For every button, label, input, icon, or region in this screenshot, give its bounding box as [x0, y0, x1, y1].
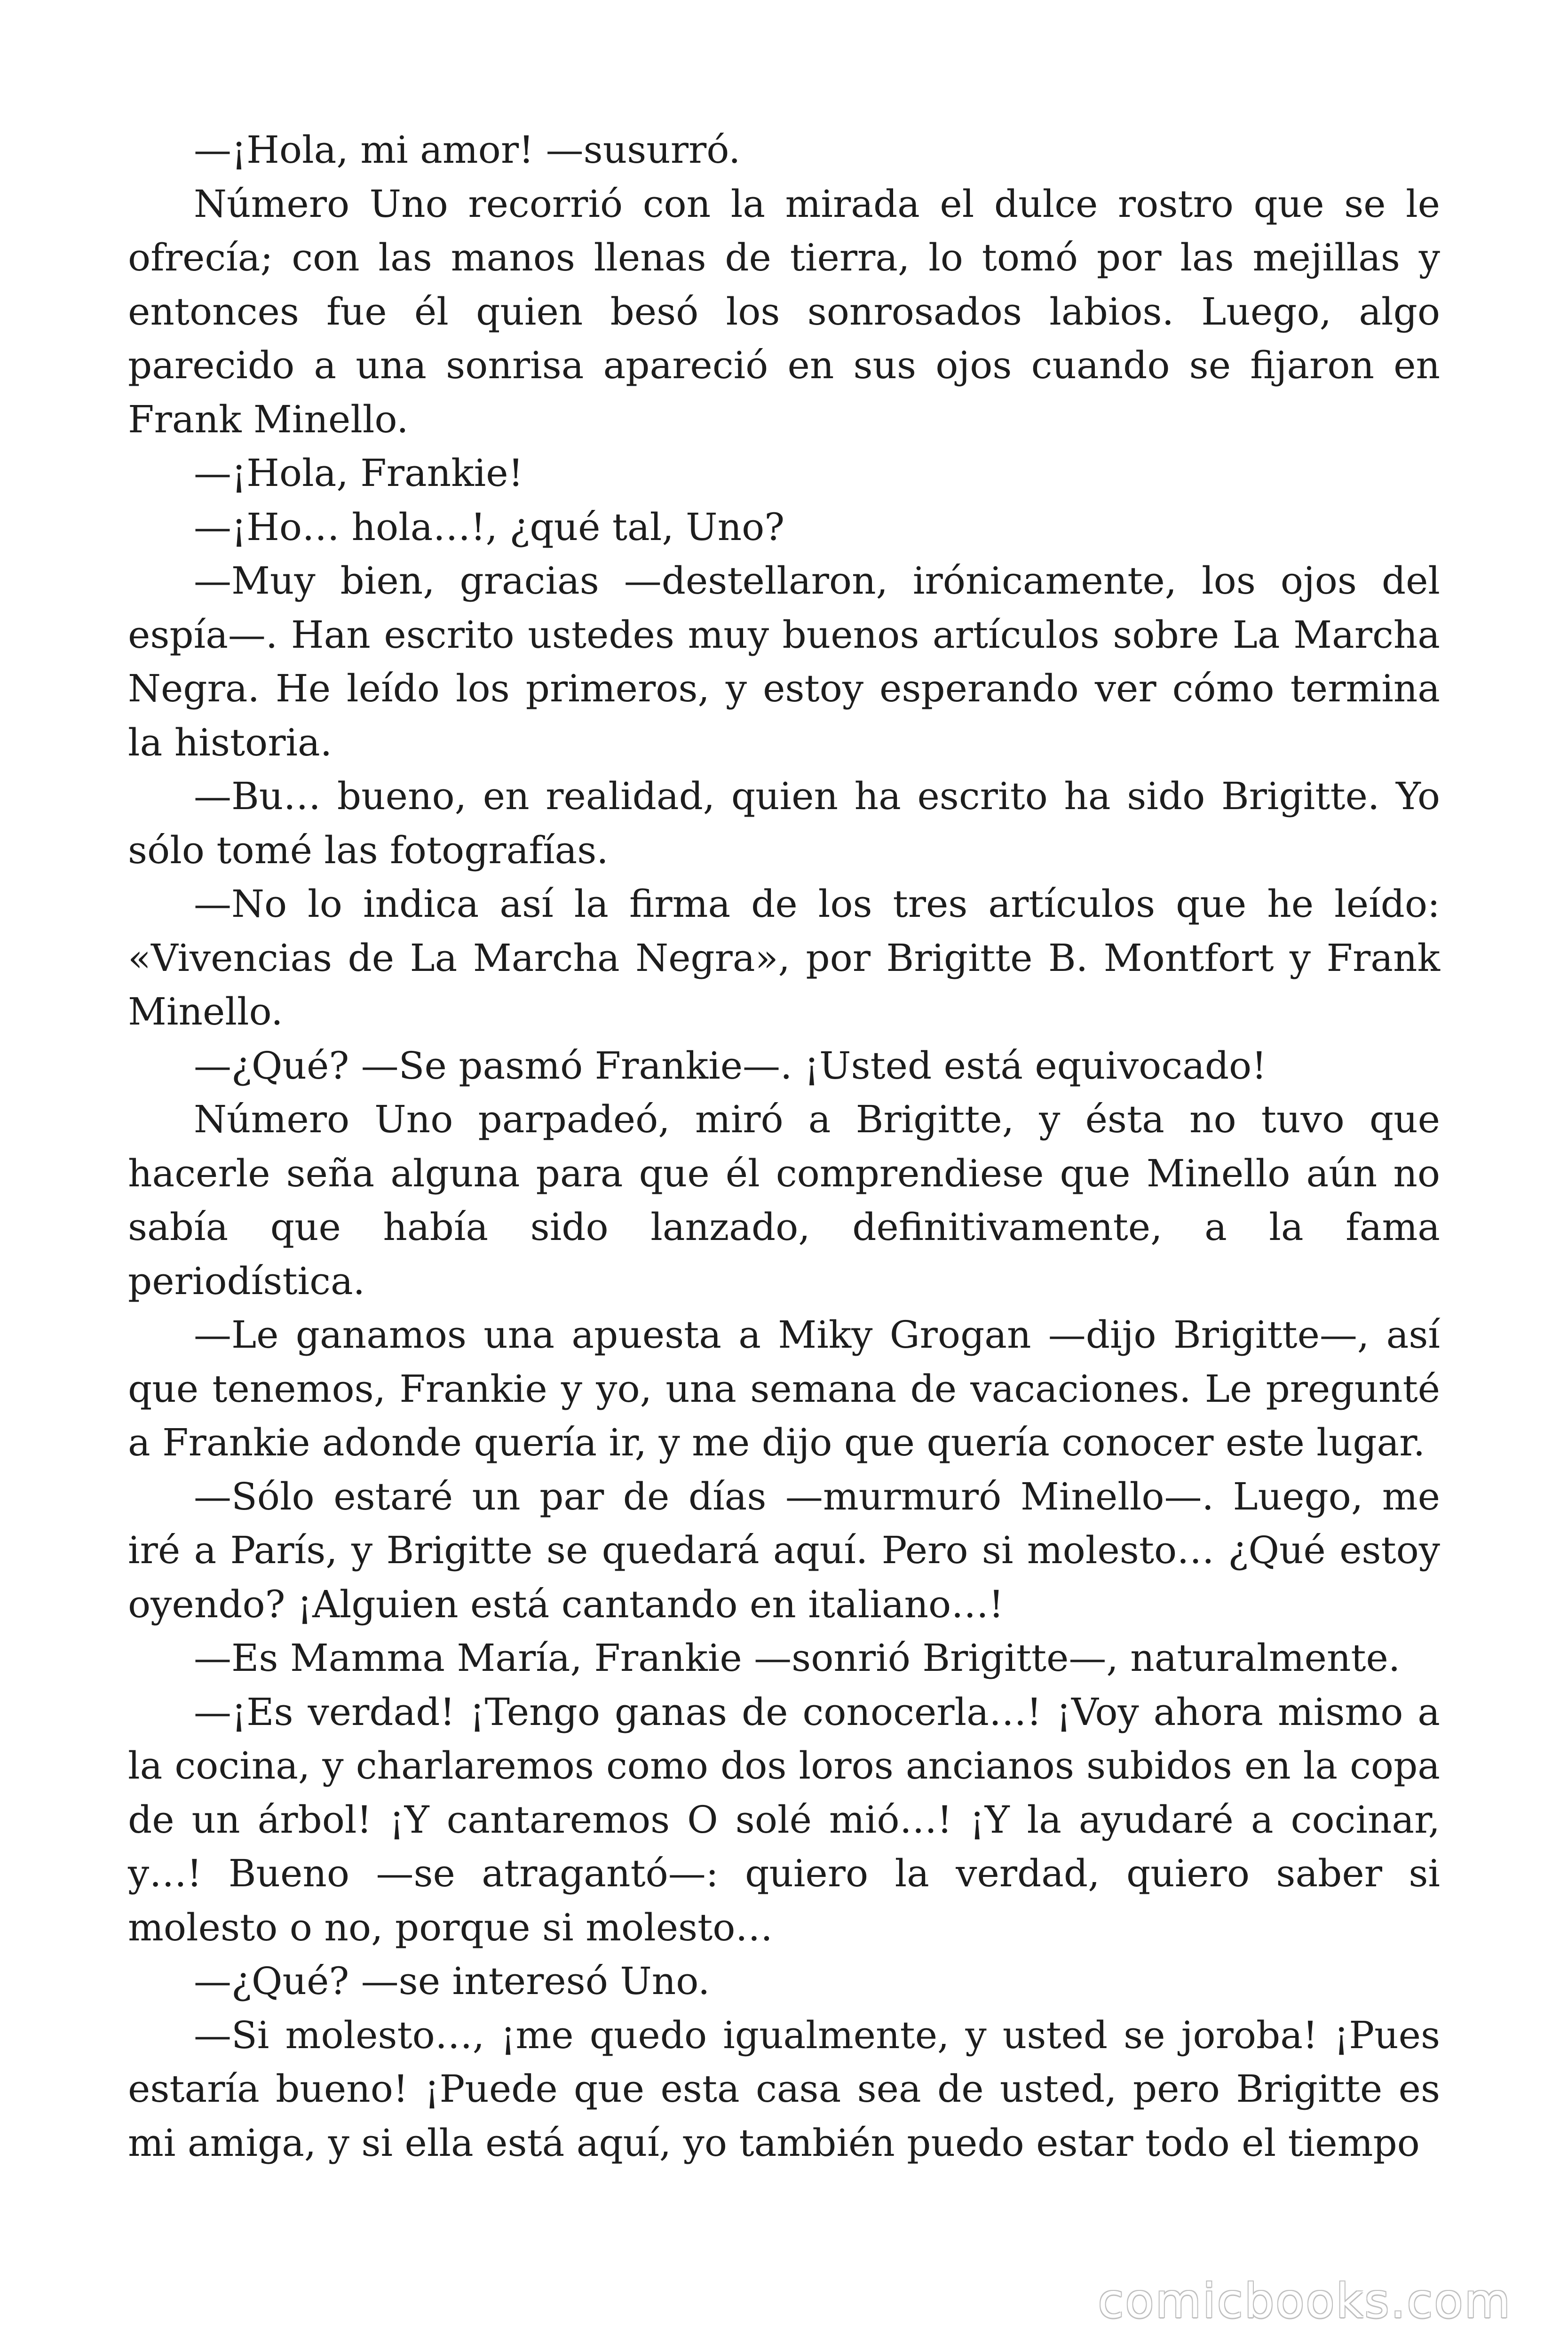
- paragraph: —¿Qué? —se interesó Uno.: [194, 1959, 710, 2003]
- paragraph: —¡Es verdad! ¡Tengo ganas de conocerla…! ¡Voy ahora mismo a la cocina, y charlaremos como dos loros ancianos subidos en la copa de un árbol! ¡Y cantaremos O solé mió…! ¡Y la ayudaré a cocinar, y…! Bueno —se atragantó—: quiero la verdad, quiero saber si molesto o no, porque si molesto…: [128, 1690, 1440, 1949]
- paragraph: —Muy bien, gracias —destellaron, irónicamente, los ojos del espía—. Han escrito ustedes muy buenos artículos sobre La Marcha Negra. He leído los primeros, y estoy esperando ver cómo termina la historia.: [128, 559, 1440, 764]
- paragraph: —¿Qué? —Se pasmó Frankie—. ¡Usted está equivocado!: [194, 1043, 1267, 1088]
- paragraph: —¡Hola, Frankie!: [194, 451, 523, 495]
- paragraph: —¡Ho… hola…!, ¿qué tal, Uno?: [194, 505, 785, 549]
- paragraph: Número Uno recorrió con la mirada el dulce rostro que se le ofrecía; con las manos llenas de tierra, lo tomó por las mejillas y entonces fue él quien besó los sonrosados labios. Luego, algo parecido a una sonrisa apareció en sus ojos cuando se fijaron en Frank Minello.: [128, 182, 1440, 441]
- paragraph: —Sólo estaré un par de días —murmuró Minello—. Luego, me iré a París, y Brigitte se quedará aquí. Pero si molesto… ¿Qué estoy oyendo? ¡Alguien está cantando en italiano…!: [128, 1474, 1440, 1626]
- paragraph: —No lo indica así la firma de los tres artículos que he leído: «Vivencias de La Marcha Negra», por Brigitte B. Montfort y Frank Minello.: [128, 882, 1440, 1033]
- paragraph-last: —Si molesto…, ¡me quedo igualmente, y usted se joroba! ¡Pues estaría bueno! ¡Puede que esta casa sea de usted, pero Brigitte es mi amiga, y si ella está aquí, yo también puedo estar todo el tiempo: [128, 2013, 1440, 2165]
- paragraph: —Bu… bueno, en realidad, quien ha escrito ha sido Brigitte. Yo sólo tomé las fotografías.: [128, 774, 1440, 872]
- page-text: [128, 123, 1440, 2170]
- watermark: comicbooks.com: [1098, 2273, 1512, 2328]
- paragraph: —Le ganamos una apuesta a Miky Grogan —dijo Brigitte—, así que tenemos, Frankie y yo, una semana de vacaciones. Le pregunté a Frankie adonde quería ir, y me dijo que quería conocer este lugar.: [128, 1313, 1440, 1464]
- paragraph: —¡Hola, mi amor! —susurró.: [194, 128, 741, 172]
- paragraph: —Es Mamma María, Frankie —sonrió Brigitte—, naturalmente.: [194, 1636, 1401, 1680]
- paragraph: Número Uno parpadeó, miró a Brigitte, y ésta no tuvo que hacerle seña alguna para que él comprendiese que Minello aún no sabía que había sido lanzado, definitivamente, a la fama periodística.: [128, 1097, 1440, 1303]
